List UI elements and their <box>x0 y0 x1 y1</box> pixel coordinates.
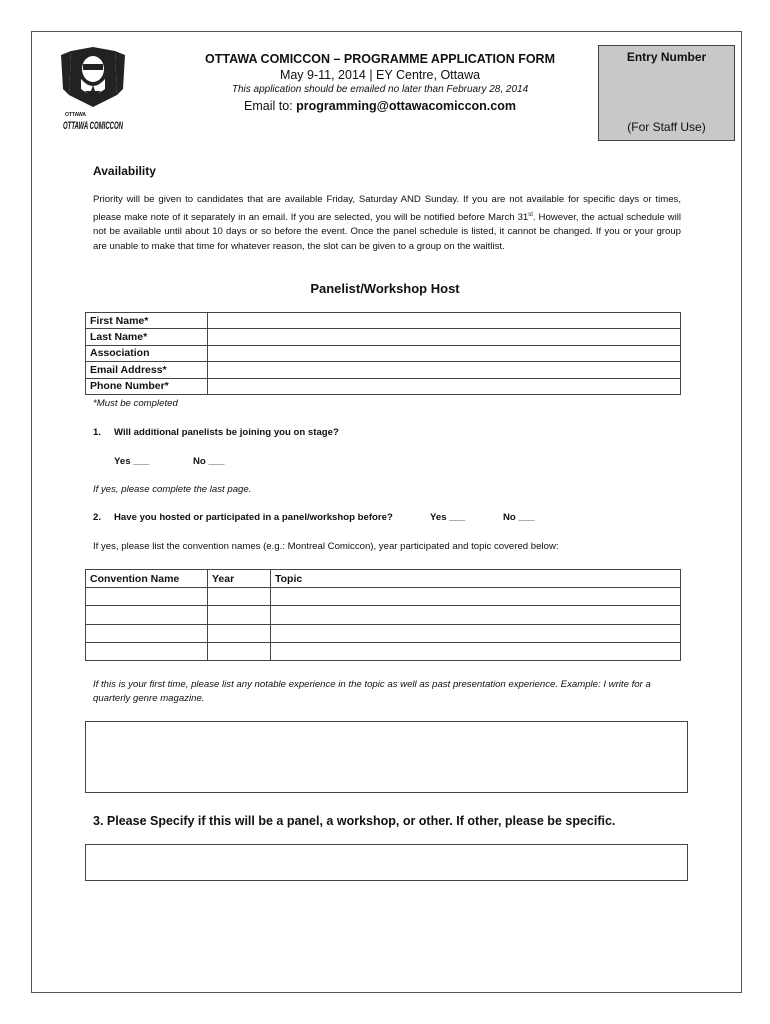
q1-yes-option[interactable]: Yes ___ <box>114 456 150 467</box>
table-row <box>86 588 681 606</box>
email-line <box>150 99 610 113</box>
email-address[interactable]: programming@ottawacomiccon.com <box>296 99 516 113</box>
year-cell[interactable] <box>208 642 271 660</box>
phone-input[interactable] <box>208 378 681 394</box>
availability-text-1: Priority will be given to candidates that are available Friday, Saturday AND Sunday. If you are not available for specific days or times, please make note of it separately in an email. If you are selected, you will be notified before March 31 <box>93 194 681 223</box>
ottawa-comiccon-logo <box>57 45 129 135</box>
table-row <box>86 624 681 642</box>
field-label: Last Name* <box>86 329 208 345</box>
event-dates: May 9-11, 2014 | EY Centre, Ottawa <box>279 68 481 82</box>
association-input[interactable] <box>208 345 681 361</box>
year-cell[interactable] <box>208 624 271 642</box>
logo-wordmark: OTTAWA COMICCON <box>63 120 124 132</box>
year-cell[interactable] <box>208 606 271 624</box>
availability-superscript: st <box>528 211 533 218</box>
field-label: First Name* <box>86 313 208 329</box>
deadline-note: This application should be emailed no later than February 28, 2014 <box>231 84 529 95</box>
col-header-convention: Convention Name <box>86 570 208 588</box>
convention-cell[interactable] <box>86 642 208 660</box>
svg-text:OTTAWA: OTTAWA <box>65 112 87 118</box>
entry-number-title: Entry Number <box>626 50 707 64</box>
topic-cell[interactable] <box>271 588 681 606</box>
convention-cell[interactable] <box>86 588 208 606</box>
experience-note: If this is your first time, please list any notable experience in the topic as well as past presentation experience. Example: I write for a quarterly genre magazine. <box>93 679 651 704</box>
q2-text: Have you hosted or participated in a panel/workshop before? <box>114 512 393 523</box>
q2-number: 2. <box>93 512 102 523</box>
q1-text: Will additional panelists be joining you on stage? <box>114 427 339 438</box>
convention-cell[interactable] <box>86 624 208 642</box>
entry-number-box <box>598 45 735 141</box>
convention-table <box>85 569 681 661</box>
q1-number: 1. <box>93 427 102 438</box>
q2-yes-option[interactable]: Yes ___ <box>430 512 466 523</box>
field-label: Association <box>86 345 208 361</box>
availability-paragraph <box>93 193 681 255</box>
availability-text-2: . However, the actual schedule will not be available until about 10 days or so before the event. Once the panel schedule is listed, it cannot be changed. If you or your group are unable to make that time for whatever reason, the slot can be given to a group on the waitlist. <box>93 211 681 252</box>
topic-cell[interactable] <box>271 606 681 624</box>
q1-no-option[interactable]: No ___ <box>193 456 225 467</box>
q2-no-option[interactable]: No ___ <box>503 512 535 523</box>
table-row <box>86 378 681 394</box>
panelist-info-table <box>85 312 681 395</box>
form-title: OTTAWA COMICCON – PROGRAMME APPLICATION FORM <box>205 52 555 66</box>
col-header-year: Year <box>208 570 271 588</box>
table-row <box>86 345 681 361</box>
first-name-input[interactable] <box>208 313 681 329</box>
email-input[interactable] <box>208 362 681 378</box>
entry-staff-note: (For Staff Use) <box>627 120 706 134</box>
topic-cell[interactable] <box>271 624 681 642</box>
table-header-row <box>86 570 681 588</box>
table-row <box>86 642 681 660</box>
last-name-input[interactable] <box>208 329 681 345</box>
year-cell[interactable] <box>208 588 271 606</box>
field-label: Email Address* <box>86 362 208 378</box>
q1-followup: If yes, please complete the last page. <box>93 484 252 495</box>
topic-cell[interactable] <box>271 642 681 660</box>
table-row <box>86 313 681 329</box>
table-row <box>86 606 681 624</box>
experience-textarea[interactable] <box>85 721 688 793</box>
table-row <box>86 362 681 378</box>
convention-cell[interactable] <box>86 606 208 624</box>
required-note: *Must be completed <box>93 398 178 409</box>
email-label: Email to: <box>244 99 297 113</box>
field-label: Phone Number* <box>86 378 208 394</box>
panel-type-textarea[interactable] <box>85 844 688 881</box>
col-header-topic: Topic <box>271 570 681 588</box>
section-title: Panelist/Workshop Host <box>310 281 460 296</box>
table-row <box>86 329 681 345</box>
availability-heading: Availability <box>93 164 156 178</box>
q3-text: 3. Please Specify if this will be a panel, a workshop, or other. If other, please be specific. <box>93 814 616 828</box>
q2-followup: If yes, please list the convention names (e.g.: Montreal Comiccon), year participated and topic covered below: <box>93 541 559 552</box>
